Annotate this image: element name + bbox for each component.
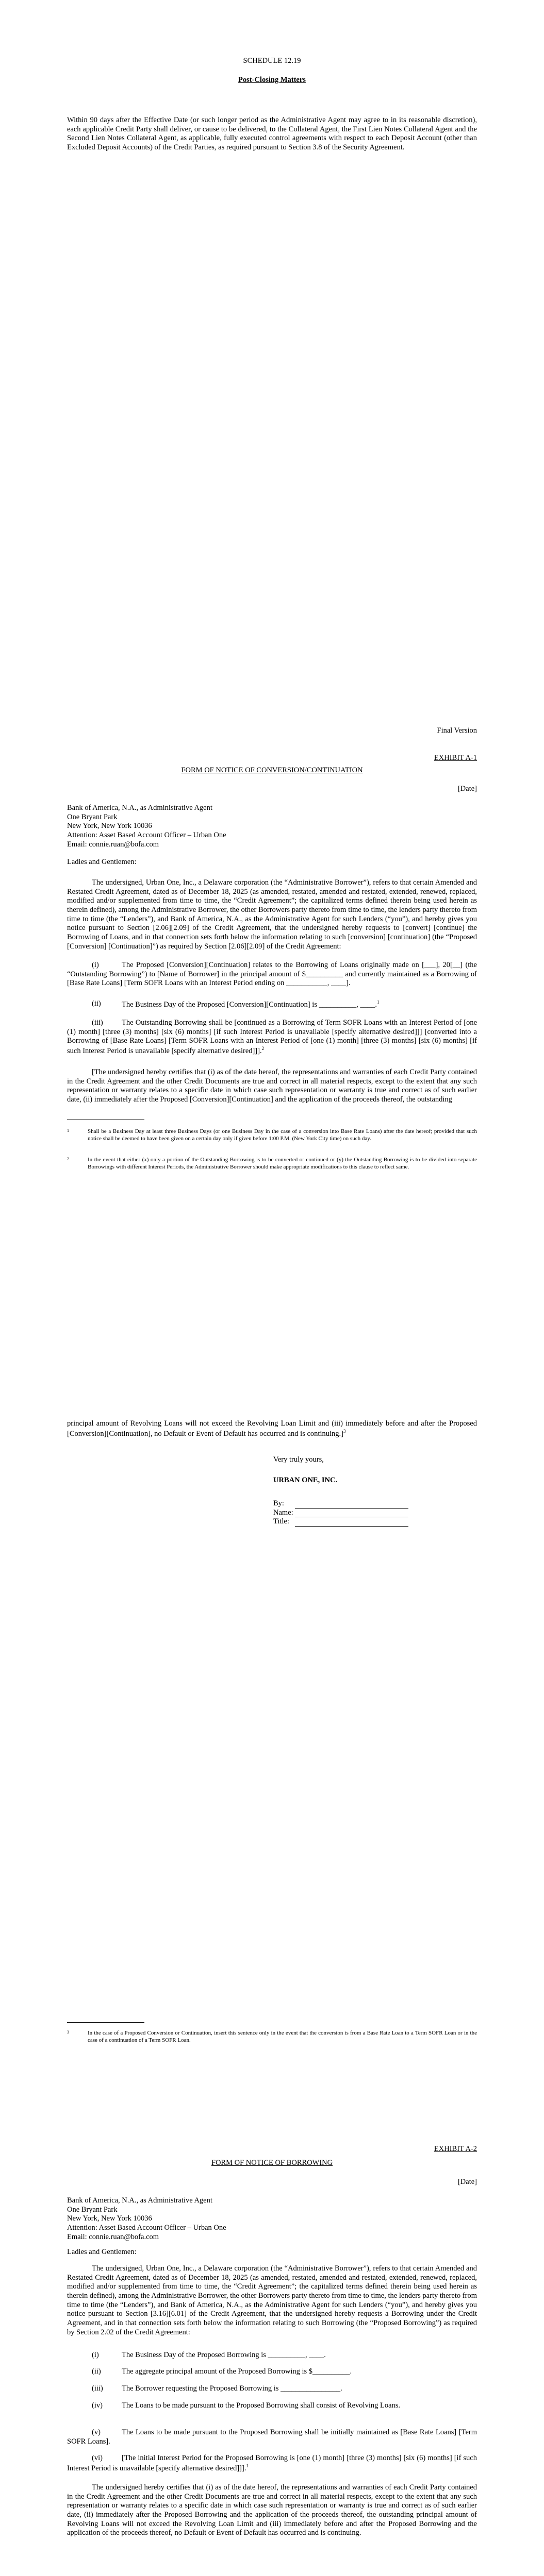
footnote-rule (67, 2022, 144, 2023)
footnote-number: 1 (67, 1128, 69, 1133)
exhibit-title: FORM OF NOTICE OF CONVERSION/CONTINUATION (181, 766, 363, 774)
signature-title-label: Title: (273, 1517, 289, 1526)
date-placeholder: [Date] (457, 785, 477, 793)
item-iii-content: The Outstanding Borrowing shall be [continued as a Borrowing of Term SOFR Loans with an Interest Period of [one (1) month] [three (3) months] [six (6) months] [if such Interest Period is unavailable [specify alternative desired]]] [converted into a Borrowing of [Base Rate Loans] [Term SOFR Loans with an Interest Period of [one (1) month] [three (3) months] [six (6) months] [if such Interest Period is unavailable [specify alternative desired]]]. (67, 1019, 477, 1055)
item-number: (i) (92, 2351, 99, 2359)
item-ii-text: The aggregate principal amount of the Proposed Borrowing is $__________. (122, 2367, 352, 2376)
exhibit-label: EXHIBIT A-1 (434, 754, 477, 762)
exhibit-title: FORM OF NOTICE OF BORROWING (211, 2159, 333, 2167)
schedule-body: Within 90 days after the Effective Date (or such longer period as the Administrative Agent may agree to in its reasonable discretion), each applicable Credit Party shall deliver, or cause to be delivered, to the Collateral Agent, the First Lien Notes Collateral Agent and the Second Lien Notes Collateral Agent, as applicable, fully executed control agreements with respect to each Deposit Account (other than Excluded Deposit Accounts) of the Credit Parties, as required pursuant to Section 3.8 of the Security Agreement. (67, 116, 477, 152)
address-line: Email: connie.ruan@bofa.com (67, 2232, 159, 2241)
item-i-text: The Business Day of the Proposed Borrowing is __________, ____. (122, 2351, 326, 2359)
item-ii-text (67, 999, 477, 1010)
address-block (67, 2196, 477, 2242)
address-line: New York, New York 10036 (67, 2214, 152, 2223)
footnote-ref: 1 (376, 999, 380, 1005)
intro-paragraph: The undersigned, Urban One, Inc., a Delaware corporation (the “Administrative Borrower”), refers to that certain Amended and Restated Credit Agreement, dated as of December 18, 2025 (as amended, restated, amended and restated, extended, renewed, replaced, modified and/or supplemented from time to time, the “Credit Agreement”; the capitalized terms defined therein being used herein as therein defined), among the Administrative Borrower, the other Borrowers party thereto from time to time, the lenders party thereto from time to time (the “Lenders”), and Bank of America, N.A., as the Administrative Agent for such Lenders (“you”), and hereby gives you notice pursuant to Section [2.06][2.09] of the Credit Agreement, that the undersigned hereby requests to [convert] [continue] the Borrowing of Loans, and in that connection sets forth below the information relating to such [conversion] [continuation] (the “Proposed [Conversion] [Continuation]”) as required by Section [2.06][2.09] of the Credit Agreement: (67, 878, 477, 951)
item-i-text: The Proposed [Conversion][Continuation] relates to the Borrowing of Loans originally made on [___], 20[__] (the “Outstanding Borrowing”) to [Name of Borrower] in the principal amount of $__________ and currently maintained as a Borrowing of [Base Rate Loans] [Term SOFR Loans with an Interest Period ending on ___________, ____]. (67, 961, 477, 988)
item-number: (v) (92, 2428, 101, 2436)
address-line: One Bryant Park (67, 2205, 118, 2214)
signature-by-row (273, 1499, 480, 1509)
item-number: (vi) (92, 2454, 103, 2462)
name-line[interactable] (295, 1511, 408, 1517)
certification-continued (67, 1419, 477, 1438)
item-number: (iii) (92, 1019, 103, 1027)
certification-continued-text: principal amount of Revolving Loans will not exceed the Revolving Loan Limit and (iii) immediately before and after the Proposed [Conversion][Continuation], no Default or Event of Default has occurred and is continuing.] (67, 1419, 477, 1438)
footnote-ref: 3 (343, 1428, 346, 1434)
signature-by-label: By: (273, 1499, 284, 1507)
address-line: Attention: Asset Based Account Officer – Urban One (67, 2224, 226, 2232)
page-exhibit-a2 (0, 2110, 544, 2576)
item-ii-content: The Business Day of the Proposed [Conversion][Continuation] is __________, ____. (122, 1000, 377, 1009)
signature-line[interactable] (295, 1502, 408, 1509)
address-line: Bank of America, N.A., as Administrative Agent (67, 2196, 212, 2205)
item-iii-text (67, 1019, 477, 1056)
footnote-text: Shall be a Business Day at least three Business Days (or one Business Day in the case of a conversion into Base Rate Loans) after the date hereof; provided that such notice shall be deemed to have been given on a certain day only if given before 1:00 P.M. (New York City time) on such day. (88, 1128, 477, 1142)
signature-block (273, 1499, 480, 1527)
item-number: (ii) (92, 2367, 101, 2376)
signatory-company: URBAN ONE, INC. (273, 1476, 338, 1484)
footnote-number: 3 (67, 2030, 69, 2035)
item-number: (iii) (92, 2384, 103, 2393)
salutation: Ladies and Gentlemen: (67, 858, 137, 866)
salutation: Ladies and Gentlemen: (67, 2248, 137, 2256)
address-line: Attention: Asset Based Account Officer – Urban One (67, 831, 226, 840)
schedule-heading: SCHEDULE 12.19 (243, 57, 301, 65)
page-schedule-12-19 (0, 0, 544, 703)
item-vi-content: [The initial Interest Period for the Proposed Borrowing is [one (1) month] [three (3) months] [six (6) months] [if such Interest Period is unavailable [specify alternative desired]]]. (67, 2454, 477, 2472)
exhibit-label: EXHIBIT A-2 (434, 2145, 477, 2153)
certification-paragraph: [The undersigned hereby certifies that (i) as of the date hereof, the representations and warranties of each Credit Party contained in the Credit Agreement and the other Credit Documents are true and correct in all material respects, except to the extent that any such representation or warranty relates to a specific date in which case such representation or warranty is true and correct as of such earlier date, (ii) immediately after the Proposed [Conversion][Continuation] and the application of the proceeds thereof, the outstanding (67, 1068, 477, 1104)
signature-title-row (273, 1517, 480, 1527)
item-number: (ii) (92, 999, 101, 1008)
page-exhibit-a1-continued (0, 1406, 544, 2110)
intro-paragraph: The undersigned, Urban One, Inc., a Delaware corporation (the “Administrative Borrower”), refers to that certain Amended and Restated Credit Agreement, dated as of December 18, 2025 (as amended, restated, amended and restated, extended, renewed, replaced, modified and/or supplemented from time to time, the “Credit Agreement”; the capitalized terms defined therein being used herein as therein defined), among the Administrative Borrower, the other Borrowers party thereto from time to time, the lenders party thereto from time to time (the “Lenders”), and Bank of America, N.A., as the Administrative Agent for such Lenders (“you”), and hereby gives you notice pursuant to Section [3.16][6.01] of the Credit Agreement, that the undersigned hereby requests a Borrowing under the Credit Agreement, and in that connection sets forth below the information relating to such Borrowing (the “Proposed Borrowing”) as required by Section 2.02 of the Credit Agreement: (67, 2264, 477, 2336)
item-iv-text: The Loans to be made pursuant to the Proposed Borrowing shall consist of Revolving Loans. (122, 2401, 401, 2410)
footnote-text: In the case of a Proposed Conversion or Continuation, insert this sentence only in the event that the conversion is from a Base Rate Loan to a Term SOFR Loan or in the case of a continuation of a Term SOFR Loan. (88, 2030, 477, 2043)
certification-paragraph: The undersigned hereby certifies that (i) as of the date hereof, the representations and warranties of each Credit Party contained in the Credit Agreement and the other Credit Documents are true and correct in all material respects, except to the extent that any such representation or warranty relates to a specific date in which case such representation or warranty is true and correct as of such earlier date, (ii) immediately after the Proposed Borrowing and the application of the proceeds thereof, the outstanding principal amount of Revolving Loans will not exceed the Revolving Loan Limit and (iii) immediately before and after the Proposed Borrowing and the application of the proceeds thereof, no Default or Event of Default has occurred and is continuing. (67, 2483, 477, 2537)
address-line: Email: connie.ruan@bofa.com (67, 840, 159, 849)
item-number: (i) (92, 961, 99, 969)
title-line[interactable] (295, 1520, 408, 1527)
signature-name-label: Name: (273, 1508, 293, 1517)
footnote-ref: 1 (246, 2463, 249, 2468)
signature-name-row (273, 1509, 480, 1518)
date-placeholder: [Date] (457, 2178, 477, 2186)
address-line: One Bryant Park (67, 812, 118, 821)
item-iii-text: The Borrower requesting the Proposed Borrowing is ________________. (122, 2384, 342, 2393)
address-line: Bank of America, N.A., as Administrative Agent (67, 804, 212, 812)
item-number: (iv) (92, 2401, 103, 2410)
address-block (67, 804, 477, 849)
footnote-ref: 2 (261, 1046, 265, 1052)
item-v-text: The Loans to be made pursuant to the Proposed Borrowing shall be initially maintained as [Base Rate Loans] [Term SOFR Loans]. (67, 2428, 477, 2446)
address-line: New York, New York 10036 (67, 822, 152, 831)
footnote-number: 2 (67, 1157, 69, 1161)
footnote-text: In the event that either (x) only a portion of the Outstanding Borrowing is to be converted or continued or (y) the Outstanding Borrowing is to be divided into separate Borrowings with different Interest Periods, the Administrative Borrower should make appropriate modifications to this clause to reflect same. (88, 1157, 477, 1170)
item-vi-text (67, 2454, 477, 2473)
closing-line: Very truly yours, (273, 1455, 324, 1464)
page-exhibit-a1 (0, 703, 544, 1406)
schedule-title: Post-Closing Matters (238, 76, 306, 84)
final-version-label: Final Version (437, 726, 477, 735)
